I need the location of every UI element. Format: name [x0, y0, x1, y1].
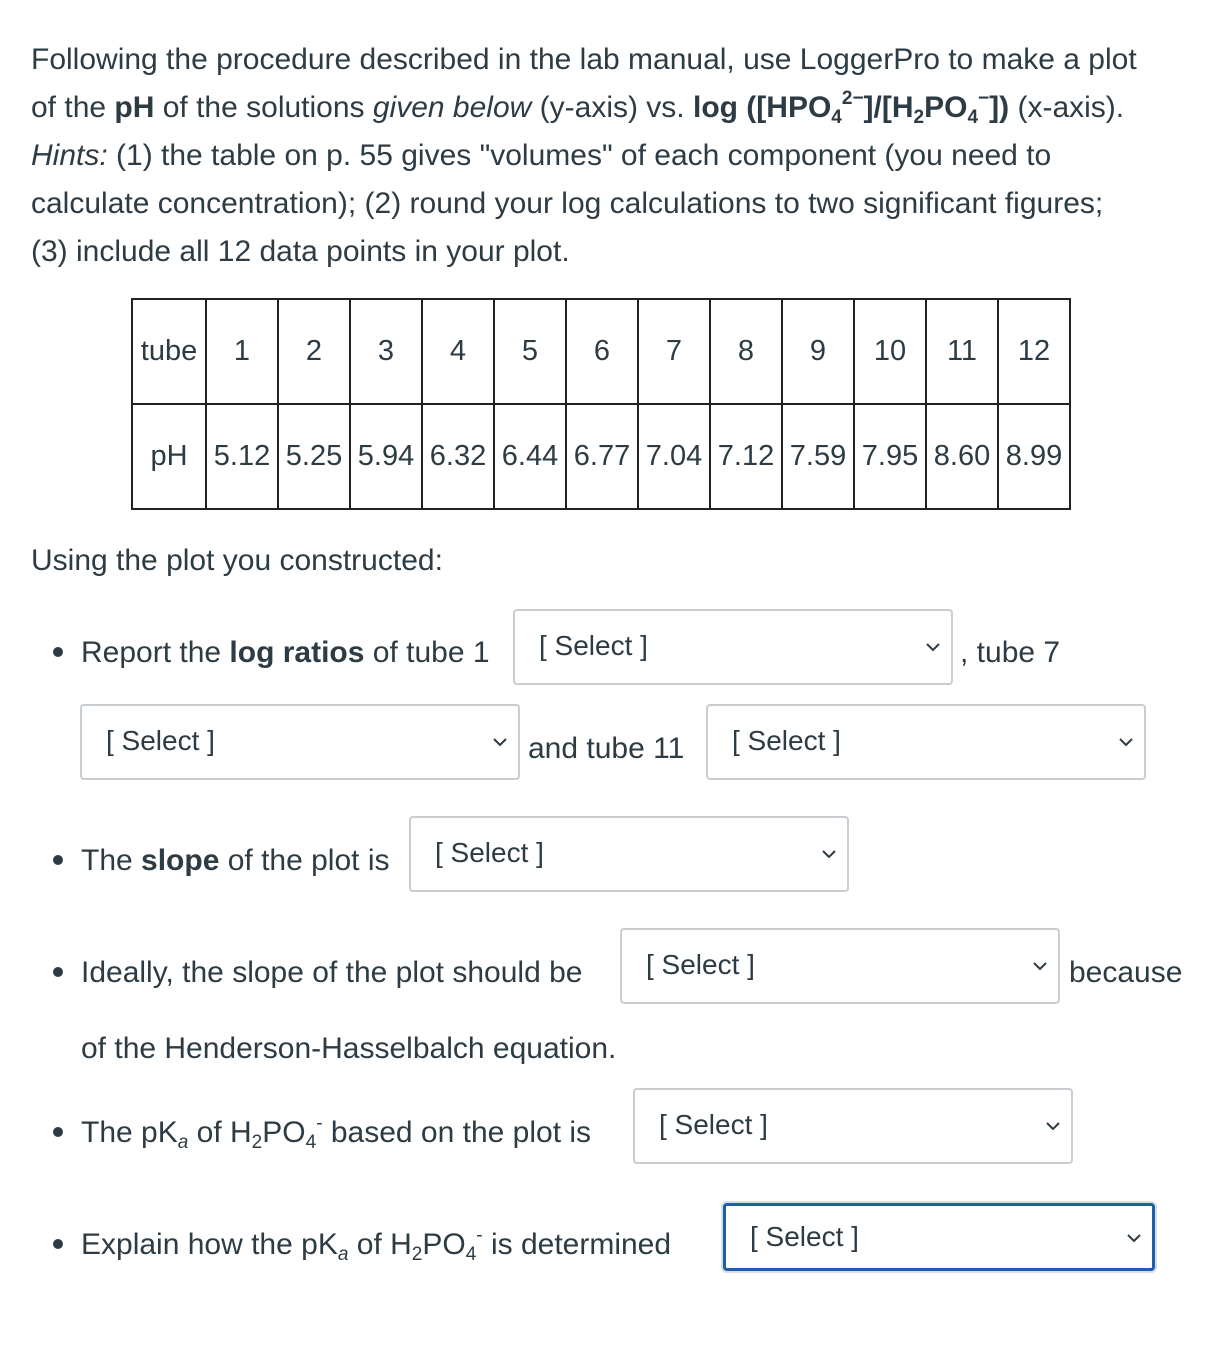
select-value: [ Select ]: [659, 1109, 768, 1140]
tube-cell: 6: [566, 299, 638, 404]
tube7-log-ratio-select[interactable]: [80, 704, 520, 780]
tube-cell: 7: [638, 299, 710, 404]
tube-cell: 9: [782, 299, 854, 404]
q1-tube7-text: , tube 7: [960, 636, 1061, 669]
ph-cell: 5.12: [206, 404, 278, 509]
ph-cell: 7.12: [710, 404, 782, 509]
ph-cell: 6.32: [422, 404, 494, 509]
ph-cell: 8.60: [926, 404, 998, 509]
tube-cell: 2: [278, 299, 350, 404]
q5-text: Explain how the $pK_a$ of $H_2PO_4^-$ is determined: [81, 1225, 672, 1265]
q2-text: The slope of the plot is: [81, 844, 390, 877]
intro-line-4: calculate concentration); (2) round your log calculations to two significant figures;: [31, 187, 1104, 220]
intro-line-2: of the pH of the solutions given below (y-axis) vs. $\log ([HPO_4^{2-}]/[H_2PO_4^-])$ (x-axis).: [31, 88, 1125, 128]
tube-cell: 10: [854, 299, 926, 404]
pka-select[interactable]: [633, 1088, 1073, 1164]
ph-cell: 8.99: [998, 404, 1070, 509]
ph-cell: 6.44: [494, 404, 566, 509]
tube-cell: 11: [926, 299, 998, 404]
tube-cell: 5: [494, 299, 566, 404]
q1-tube11-text: and tube 11: [528, 732, 685, 765]
tube1-log-ratio-select[interactable]: [513, 609, 953, 685]
q3-continuation-text: of the Henderson-Hasselbalch equation.: [81, 1032, 617, 1065]
intro-line-5: (3) include all 12 data points in your plot.: [31, 235, 570, 268]
ph-cell: 7.04: [638, 404, 710, 509]
ph-cell: 7.59: [782, 404, 854, 509]
q3-because-text: because: [1069, 956, 1183, 989]
ideal-slope-select[interactable]: [620, 928, 1060, 1004]
q1-text: Report the log ratios of tube 1: [81, 636, 490, 669]
bullet: [53, 1127, 63, 1137]
select-value: [ Select ]: [106, 725, 215, 756]
chevron-down-icon: [1124, 1228, 1144, 1248]
tube-cell: 1: [206, 299, 278, 404]
q4-text: The $pK_a$ of $H_2PO_4^-$ based on the plot is: [81, 1113, 592, 1153]
ph-cell: 5.94: [350, 404, 422, 509]
select-value: [ Select ]: [539, 630, 648, 661]
chevron-down-icon: [923, 637, 943, 657]
chevron-down-icon: [819, 844, 839, 864]
chevron-down-icon: [1116, 732, 1136, 752]
bullet: [53, 647, 63, 657]
tube-cell: 8: [710, 299, 782, 404]
chevron-down-icon: [1043, 1116, 1063, 1136]
tube-row: [132, 299, 1070, 404]
tube-cell: 3: [350, 299, 422, 404]
tube-row-label: tube: [132, 299, 206, 404]
intro-paragraph: [31, 36, 1191, 276]
lead-text: Using the plot you constructed:: [31, 544, 443, 577]
pka-explanation-select[interactable]: [723, 1203, 1155, 1271]
select-value: [ Select ]: [435, 837, 544, 868]
select-value: [ Select ]: [646, 949, 755, 980]
tube-cell: 12: [998, 299, 1070, 404]
bullet: [53, 967, 63, 977]
chevron-down-icon: [1030, 956, 1050, 976]
select-value: [ Select ]: [750, 1221, 859, 1252]
ph-cell: 7.95: [854, 404, 926, 509]
tube11-log-ratio-select[interactable]: [706, 704, 1146, 780]
ph-row: [132, 404, 1070, 509]
ph-cell: 5.25: [278, 404, 350, 509]
bullet: [53, 855, 63, 865]
tube-cell: 4: [422, 299, 494, 404]
chevron-down-icon: [490, 732, 510, 752]
q3-text: Ideally, the slope of the plot should be: [81, 956, 583, 989]
select-value: [ Select ]: [732, 725, 841, 756]
slope-select[interactable]: [409, 816, 849, 892]
ph-row-label: pH: [132, 404, 206, 509]
data-table: [131, 298, 1071, 510]
intro-line-3: Hints: (1) the table on p. 55 gives "volumes" of each component (you need to: [31, 139, 1052, 172]
bullet: [53, 1239, 63, 1249]
ph-cell: 6.77: [566, 404, 638, 509]
intro-line-1: Following the procedure described in the lab manual, use LoggerPro to make a plot: [31, 43, 1137, 76]
